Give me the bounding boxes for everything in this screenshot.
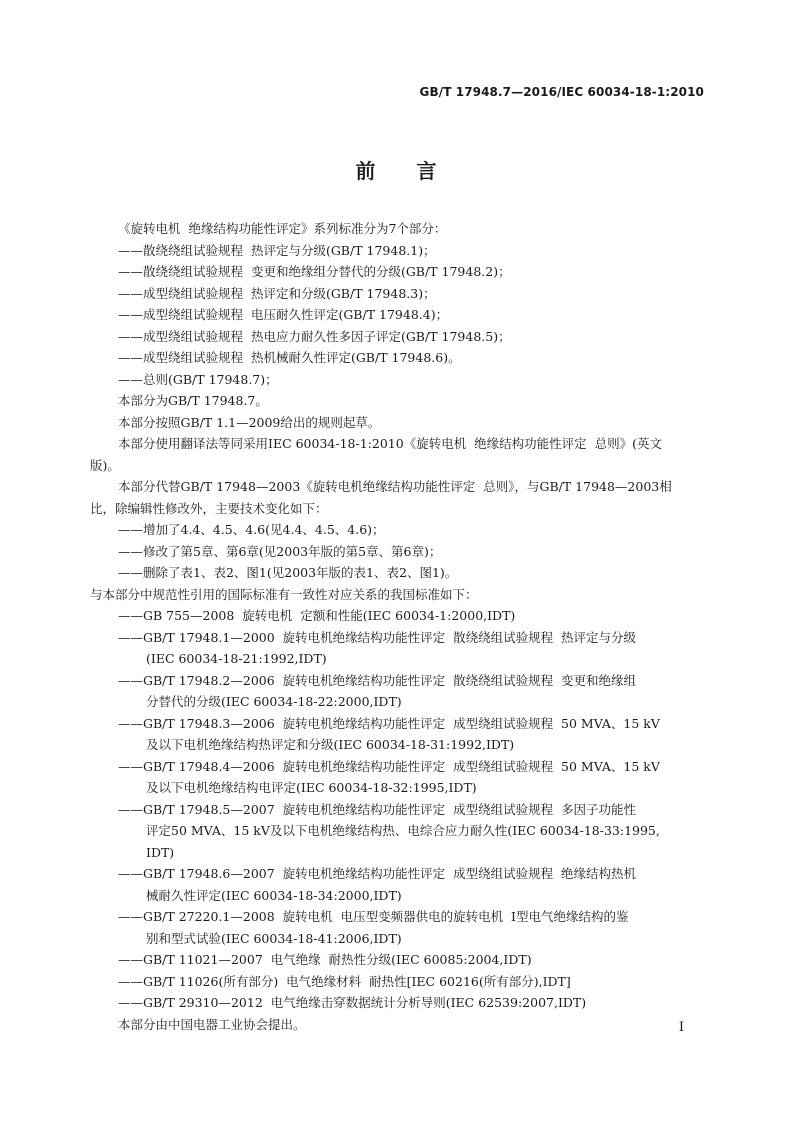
list-item-continuation: (IEC 60034-18-21:1992,IDT)	[146, 651, 327, 666]
list-item: ——成型绕组试验规程 热电应力耐久性多因子评定(GB/T 17948.5)；	[118, 328, 511, 344]
paragraph: 《旋转电机 绝缘结构功能性评定》系列标准分为7个部分：	[118, 221, 447, 236]
list-item: ——散绕绕组试验规程 热评定与分级(GB/T 17948.1)；	[118, 242, 436, 258]
list-item-continuation: 及以下电机绝缘结构电评定(IEC 60034-18-32:1995,IDT)	[146, 780, 477, 795]
list-item: ——GB/T 17948.1—2000 旋转电机绝缘结构功能性评定 散绕绕组试验规程 热评定与分级	[118, 629, 637, 645]
list-item: ——GB/T 11021—2007 电气绝缘 耐热性分级(IEC 60085:2004,IDT)	[118, 952, 532, 967]
page-number: I	[678, 1020, 684, 1035]
paragraph: 与本部分中规范性引用的国际标准有一致性对应关系的我国标准如下：	[90, 586, 478, 602]
list-item: ——GB/T 17948.2—2006 旋转电机绝缘结构功能性评定 散绕绕组试验规程 变更和绝缘组	[118, 672, 637, 688]
list-item: ——GB/T 17948.5—2007 旋转电机绝缘结构功能性评定 成型绕组试验规程 多因子功能性	[118, 801, 637, 817]
paragraph: 本部分代替GB/T 17948—2003《旋转电机绝缘结构功能性评定 总则》，与GB/T 17948—2003相	[118, 479, 672, 494]
list-item: ——修改了第5章、第6章(见2003年版的第5章、第6章)；	[118, 543, 442, 559]
paragraph: 本部分使用翻译法等同采用IEC 60034-18-1:2010《旋转电机 绝缘结构功能性评定 总则》(英文	[118, 436, 662, 451]
list-item: ——GB/T 17948.3—2006 旋转电机绝缘结构功能性评定 成型绕组试验规程 50 MVA、15 kV	[118, 715, 660, 731]
paragraph: 本部分为GB/T 17948.7。	[118, 393, 268, 408]
list-item: ——成型绕组试验规程 电压耐久性评定(GB/T 17948.4)；	[118, 307, 449, 322]
list-item: ——成型绕组试验规程 热机械耐久性评定(GB/T 17948.6)。	[118, 350, 461, 365]
list-item: ——GB/T 29310—2012 电气绝缘击穿数据统计分析导则(IEC 62539:2007,IDT)	[118, 995, 587, 1010]
list-item: ——GB/T 11026(所有部分) 电气绝缘材料 耐热性[IEC 60216(所有部分),IDT]	[118, 973, 571, 989]
list-item: ——散绕绕组试验规程 变更和绝缘组分替代的分级(GB/T 17948.2)；	[118, 264, 511, 279]
foreword-body	[90, 218, 708, 1035]
list-item-continuation: 别和型式试验(IEC 60034-18-41:2006,IDT)	[146, 930, 402, 946]
page-title: 前 言	[355, 159, 439, 183]
list-item-continuation: 及以下电机绝缘结构热评定和分级(IEC 60034-18-31:1992,IDT)	[146, 737, 515, 752]
list-item: ——GB/T 27220.1—2008 旋转电机 电压型变频器供电的旋转电机 Ⅰ型电气绝缘结构的鉴	[118, 909, 629, 924]
paragraph-continuation: 比，除编辑性修改外，主要技术变化如下：	[90, 500, 328, 516]
document-code-header: GB/T 17948.7—2016/IEC 60034-18-1:2010	[419, 85, 704, 99]
list-item: ——成型绕组试验规程 热评定和分级(GB/T 17948.3)；	[118, 285, 436, 301]
paragraph-continuation: 版)。	[90, 457, 120, 473]
list-item: ——总则(GB/T 17948.7)；	[118, 371, 278, 387]
paragraph: 本部分由中国电器工业协会提出。	[118, 1016, 306, 1032]
list-item-continuation: IDT)	[146, 844, 175, 860]
list-item-continuation: 评定50 MVA、15 kV及以下电机绝缘结构热、电综合应力耐久性(IEC 60034-18-33:1995,	[146, 823, 660, 838]
paragraph: 本部分按照GB/T 1.1—2009给出的规则起草。	[118, 414, 381, 430]
list-item-continuation: 分替代的分级(IEC 60034-18-22:2000,IDT)	[146, 694, 402, 709]
list-item: ——删除了表1、表2、图1(见2003年版的表1、表2、图1)。	[118, 565, 458, 580]
list-item: ——GB 755—2008 旋转电机 定额和性能(IEC 60034-1:2000,IDT)	[118, 608, 516, 623]
list-item: ——增加了4.4、4.5、4.6(见4.4、4.5、4.6)；	[118, 522, 385, 537]
list-item: ——GB/T 17948.6—2007 旋转电机绝缘结构功能性评定 成型绕组试验规程 绝缘结构热机	[118, 866, 637, 881]
list-item-continuation: 械耐久性评定(IEC 60034-18-34:2000,IDT)	[146, 887, 402, 903]
list-item: ——GB/T 17948.4—2006 旋转电机绝缘结构功能性评定 成型绕组试验规程 50 MVA、15 kV	[118, 758, 660, 774]
